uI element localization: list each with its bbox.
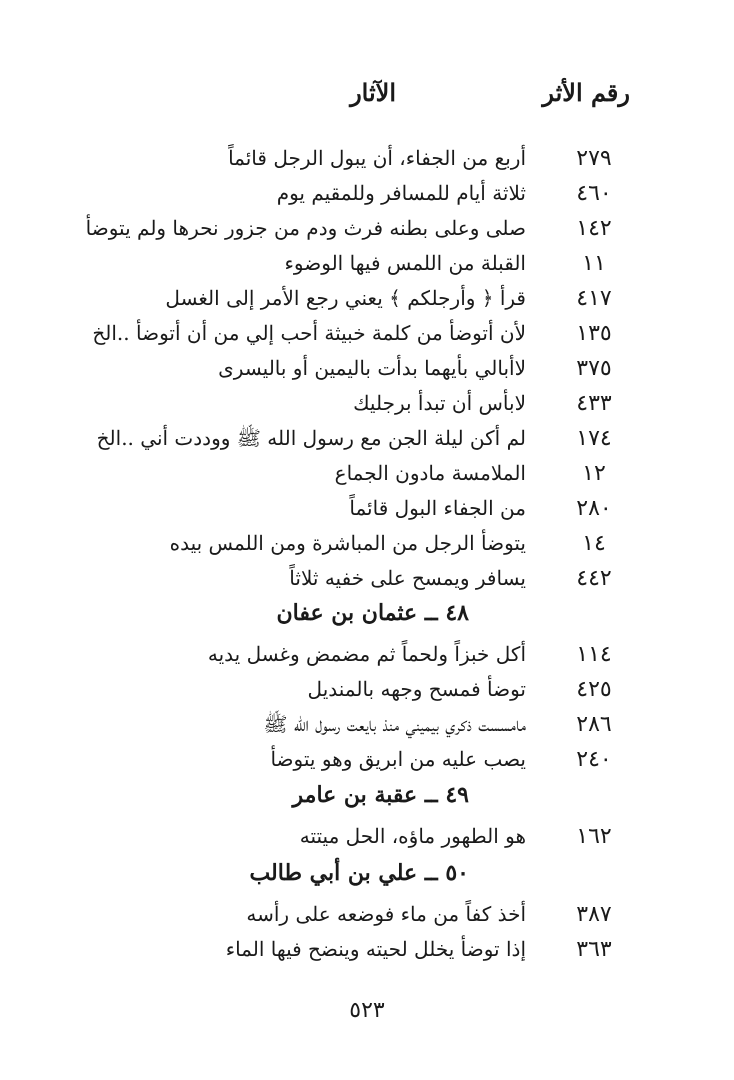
list-item xyxy=(0,177,734,211)
athar-text: هو الطهور ماؤه، الحل ميتته xyxy=(299,824,526,848)
list-item xyxy=(0,282,734,316)
page-number: ٥٢٣ xyxy=(349,998,385,1023)
athar-number: ٤٦٠ xyxy=(576,181,612,206)
athar-number: ١١٤ xyxy=(576,642,612,667)
athar-text: لابأس أن تبدأ برجليك xyxy=(353,391,526,415)
header-text-label: الآثار xyxy=(350,78,396,107)
athar-number: ١١ xyxy=(582,251,606,276)
section-title: ٤٩ ــ عقبة بن عامر xyxy=(292,782,469,808)
athar-text: الملامسة مادون الجماع xyxy=(334,461,526,485)
list-item xyxy=(0,562,734,596)
section-heading xyxy=(0,860,734,898)
section-heading xyxy=(0,600,734,638)
list-item xyxy=(0,820,734,854)
athar-text: أكل خبزاً ولحماً ثم مضمض وغسل يديه xyxy=(207,642,526,666)
athar-text: صلى وعلى بطنه فرث ودم من جزور نحرها ولم يتوضأ xyxy=(85,216,526,240)
athar-number: ١٣٥ xyxy=(576,321,612,346)
athar-number: ٣٨٧ xyxy=(576,902,612,927)
list-item xyxy=(0,933,734,967)
athar-number: ١٧٤ xyxy=(576,426,612,451)
list-item xyxy=(0,673,734,707)
athar-text: أربع من الجفاء، أن يبول الرجل قائماً xyxy=(228,146,526,170)
list-item xyxy=(0,422,734,456)
athar-number: ١٤ xyxy=(582,531,606,556)
list-item xyxy=(0,527,734,561)
list-item xyxy=(0,352,734,386)
athar-number: ٢٤٠ xyxy=(576,747,612,772)
athar-text: قرأ ﴿ وأرجلكم ﴾ يعني رجع الأمر إلى الغسل xyxy=(165,286,526,310)
athar-number: ٢٨٦ xyxy=(576,712,612,737)
athar-number: ١٦٢ xyxy=(576,824,612,849)
athar-number: ٣٦٣ xyxy=(576,937,612,962)
athar-number: ٢٨٠ xyxy=(576,496,612,521)
athar-text: أخذ كفاً من ماء فوضعه على رأسه xyxy=(246,902,526,926)
list-item xyxy=(0,212,734,246)
athar-text: القبلة من اللمس فيها الوضوء xyxy=(284,251,526,275)
athar-text: من الجفاء البول قائماً xyxy=(349,496,526,520)
athar-text: لم أكن ليلة الجن مع رسول الله ﷺ ووددت أني ..الخ xyxy=(96,426,526,450)
athar-text: إذا توضأ يخلل لحيته وينضح فيها الماء xyxy=(225,937,526,961)
list-item xyxy=(0,387,734,421)
athar-text: توضأ فمسح وجهه بالمنديل xyxy=(307,677,526,701)
section-title: ٤٨ ــ عثمان بن عفان xyxy=(276,600,469,626)
section-title: ٥٠ ــ علي بن أبي طالب xyxy=(249,860,469,886)
athar-text: لاأبالي بأيهما بدأت باليمين أو باليسرى xyxy=(218,356,526,380)
list-item xyxy=(0,317,734,351)
athar-text: يصب عليه من ابريق وهو يتوضأ xyxy=(270,747,526,771)
athar-number: ١٢ xyxy=(582,461,606,486)
list-item xyxy=(0,492,734,526)
list-item xyxy=(0,457,734,491)
athar-number: ٣٧٥ xyxy=(576,356,612,381)
list-item xyxy=(0,743,734,777)
list-item xyxy=(0,638,734,672)
athar-number: ٤٣٣ xyxy=(576,391,612,416)
athar-text: لأن أتوضأ من كلمة خبيثة أحب إلي من أن أتوضأ ..الخ xyxy=(92,321,526,345)
athar-number: ٤٢٥ xyxy=(576,677,612,702)
athar-text: يتوضأ الرجل من المباشرة ومن اللمس بيده xyxy=(169,531,526,555)
list-item xyxy=(0,142,734,176)
athar-number: ٤٤٢ xyxy=(576,566,612,591)
athar-number: ٢٧٩ xyxy=(576,146,612,171)
athar-text: مامسست ذكري بيميني منذ بايعت رسول الله ﷺ xyxy=(263,712,526,736)
table-header xyxy=(0,78,734,118)
list-item xyxy=(0,247,734,281)
athar-text: يسافر ويمسح على خفيه ثلاثاً xyxy=(289,566,526,590)
athar-text: ثلاثة أيام للمسافر وللمقيم يوم xyxy=(276,181,526,205)
athar-number: ٤١٧ xyxy=(576,286,612,311)
athar-number: ١٤٢ xyxy=(576,216,612,241)
header-number-label: رقم الأثر xyxy=(542,78,630,107)
list-item xyxy=(0,898,734,932)
section-heading xyxy=(0,782,734,820)
list-item xyxy=(0,708,734,742)
